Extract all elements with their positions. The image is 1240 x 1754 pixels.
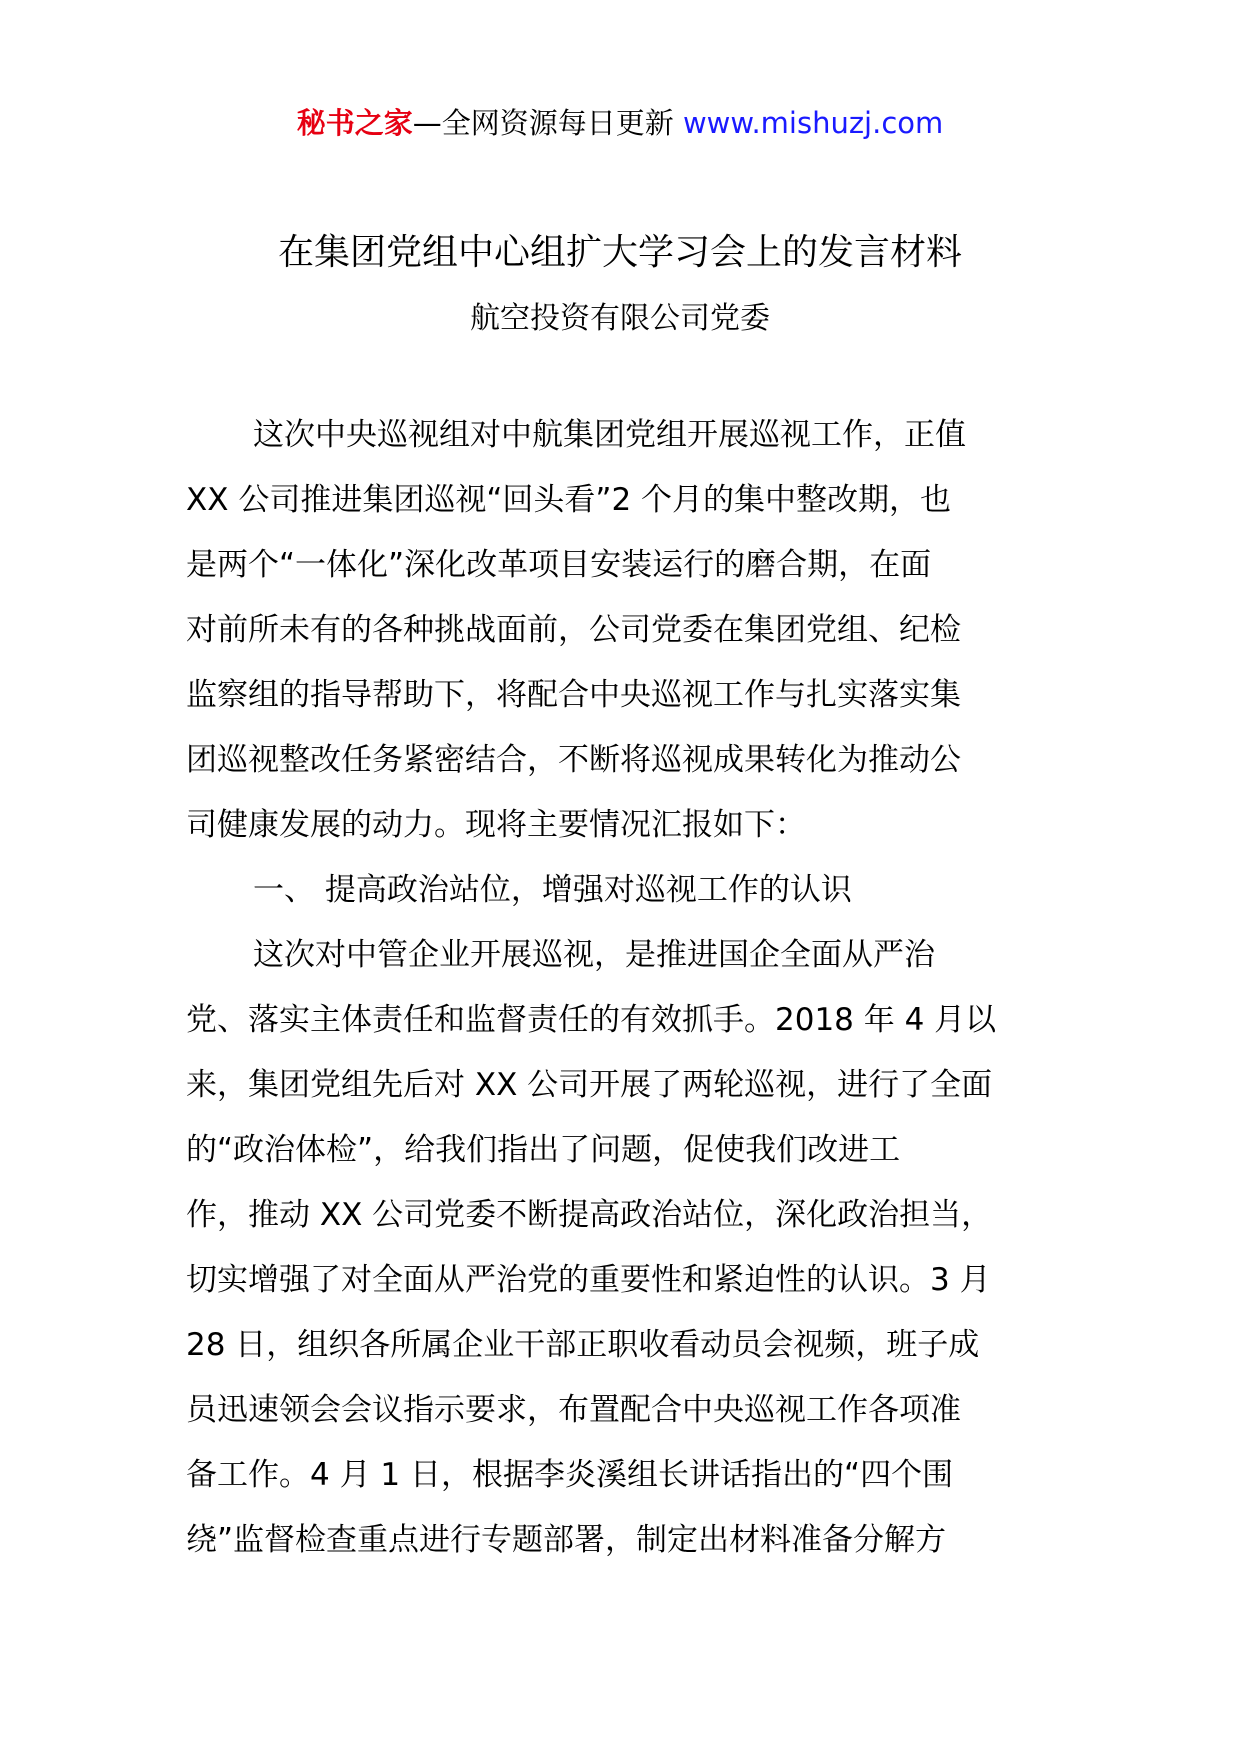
paragraph-line: XX 公司推进集团巡视“回头看”2 个月的集中整改期，也: [186, 482, 952, 518]
paragraph-line: 作，推动 XX 公司党委不断提高政治站位，深化政治担当，: [186, 1197, 993, 1233]
paragraph-line: 这次对中管企业开展巡视，是推进国企全面从严治: [253, 937, 935, 973]
paragraph-line: 司健康发展的动力。现将主要情况汇报如下：: [186, 807, 806, 843]
section-heading: 一、 提高政治站位，增强对巡视工作的认识: [253, 872, 852, 908]
header-slogan: —全网资源每日更新: [412, 106, 674, 140]
paragraph-line: 员迅速领会会议指示要求，布置配合中央巡视工作各项准: [186, 1392, 961, 1428]
site-header: [0, 100, 1240, 146]
brand-name: 秘书之家: [296, 106, 413, 140]
paragraph-line: 党、落实主体责任和监督责任的有效抓手。2018 年 4 月以: [186, 1002, 997, 1038]
paragraph-line: 对前所未有的各种挑战面前，公司党委在集团党组、纪检: [186, 612, 961, 648]
paragraph-line: 备工作。4 月 1 日，根据李炎溪组长讲话指出的“四个围: [186, 1457, 954, 1493]
paragraph-line: 这次中央巡视组对中航集团党组开展巡视工作，正值: [253, 417, 966, 453]
paragraph-line: 是两个“一体化”深化改革项目安装运行的磨合期，在面: [186, 547, 932, 583]
site-url[interactable]: www.mishuzj.com: [682, 106, 944, 140]
document-author: 航空投资有限公司党委: [470, 301, 770, 336]
paragraph-line: 切实增强了对全面从严治党的重要性和紧迫性的认识。3 月: [186, 1262, 991, 1298]
document-title: 在集团党组中心组扩大学习会上的发言材料: [277, 232, 962, 273]
paragraph-line: 28 日，组织各所属企业干部正职收看动员会视频，班子成: [186, 1327, 980, 1363]
paragraph-line: 来，集团党组先后对 XX 公司开展了两轮巡视，进行了全面: [186, 1067, 993, 1103]
paragraph-line: 团巡视整改任务紧密结合，不断将巡视成果转化为推动公: [186, 742, 961, 778]
paragraph-line: 的“政治体检”，给我们指出了问题，促使我们改进工: [186, 1132, 901, 1168]
paragraph-line: 绕”监督检查重点进行专题部署，制定出材料准备分解方: [186, 1522, 947, 1558]
document-body: [186, 403, 1058, 1573]
paragraph-line: 监察组的指导帮助下，将配合中央巡视工作与扎实落实集: [186, 677, 961, 713]
